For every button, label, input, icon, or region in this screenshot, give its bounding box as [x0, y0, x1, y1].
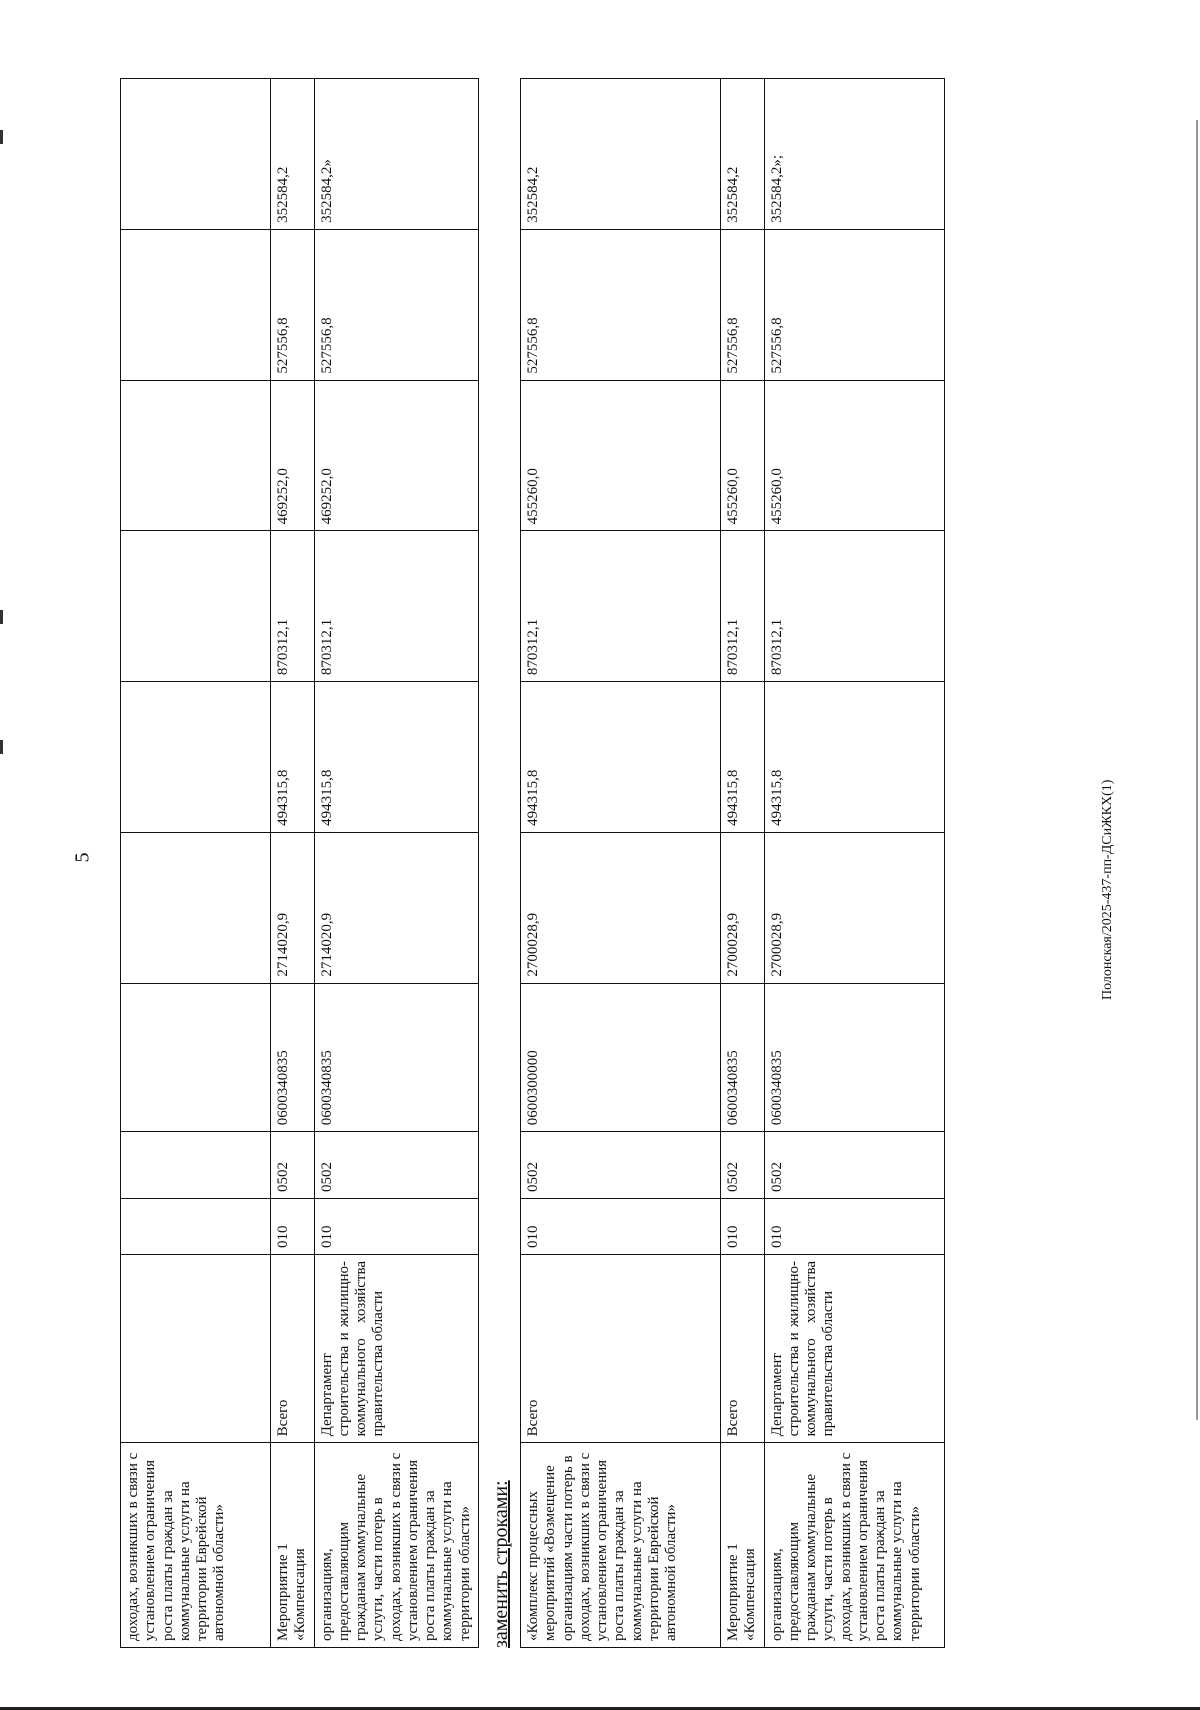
table-row [314, 79, 478, 1648]
scan-edge-line [1196, 120, 1198, 1420]
value-year-1 [121, 682, 271, 833]
value-year-5: 352584,2»; [764, 79, 944, 230]
code-target: 0600300000 [521, 983, 721, 1132]
replace-label: заменить строками: [490, 1480, 512, 1648]
value-year-3 [121, 380, 271, 531]
rotated-sheet [120, 78, 1000, 1648]
value-year-2: 870312,1 [764, 531, 944, 682]
value-year-2: 870312,1 [521, 531, 721, 682]
code-target: 0600340835 [764, 983, 944, 1132]
code-admin: 010 [521, 1198, 721, 1254]
value-year-5: 352584,2» [314, 79, 478, 230]
value-year-1: 494315,8 [521, 682, 721, 833]
value-total: 2700028,9 [521, 832, 721, 983]
code-admin: 010 [271, 1198, 315, 1254]
row-responsible: Департамент строительства и жилищно-коммунального хозяйства правительства области [764, 1254, 944, 1442]
value-year-3: 469252,0 [314, 380, 478, 531]
value-total [121, 832, 271, 983]
value-year-2: 870312,1 [271, 531, 315, 682]
code-section: 0502 [314, 1132, 478, 1199]
value-year-4: 527556,8 [764, 229, 944, 380]
table-row [764, 79, 944, 1648]
code-admin: 010 [764, 1198, 944, 1254]
value-year-3: 469252,0 [271, 380, 315, 531]
value-year-2: 870312,1 [314, 531, 478, 682]
value-year-4: 527556,8 [721, 229, 765, 380]
row-name: организациям, предоставляющим гражданам коммунальные услуги, части потерь в доходах, возникших в связи с установлением ограничения роста платы граждан за коммунальные услуги на территории области» [764, 1443, 944, 1648]
document-code: Полонская/2025-437-пп-ДСиЖКХ(1) [1100, 779, 1115, 1000]
table-top [120, 78, 479, 1648]
row-responsible: Всего [721, 1254, 765, 1442]
code-section: 0502 [764, 1132, 944, 1199]
scan-mark [0, 130, 3, 144]
row-responsible [121, 1254, 271, 1442]
value-year-2: 870312,1 [721, 531, 765, 682]
code-target [121, 983, 271, 1132]
value-total: 2700028,9 [721, 832, 765, 983]
code-section: 0502 [721, 1132, 765, 1199]
value-year-5 [121, 79, 271, 230]
table-bottom [520, 78, 945, 1648]
value-year-5: 352584,2 [721, 79, 765, 230]
value-year-3: 455260,0 [764, 380, 944, 531]
row-name: «Комплекс процессных мероприятий «Возмещение организациям части потерь в доходах, возникших в связи с установлением ограничения роста платы граждан за коммунальные услуги на территории Еврейской автономной области» [521, 1443, 721, 1648]
value-year-1: 494315,8 [271, 682, 315, 833]
value-year-4 [121, 229, 271, 380]
row-name: доходах, возникших в связи с установлением ограничения роста платы граждан за коммунальные услуги на территории Еврейской автономной области» [121, 1443, 271, 1648]
row-name: Мероприятие 1 «Компенсация [271, 1443, 315, 1648]
value-total: 2714020,9 [314, 832, 478, 983]
value-year-5: 352584,2 [521, 79, 721, 230]
table-row [521, 79, 721, 1648]
table-row [271, 79, 315, 1648]
value-total: 2700028,9 [764, 832, 944, 983]
page-number: 5 [71, 852, 94, 863]
code-section: 0502 [271, 1132, 315, 1199]
row-responsible: Всего [271, 1254, 315, 1442]
value-year-2 [121, 531, 271, 682]
code-admin [121, 1198, 271, 1254]
row-responsible: Всего [521, 1254, 721, 1442]
code-target: 0600340835 [721, 983, 765, 1132]
value-total: 2714020,9 [271, 832, 315, 983]
code-admin: 010 [314, 1198, 478, 1254]
row-name: Мероприятие 1 «Компенсация [721, 1443, 765, 1648]
value-year-4: 527556,8 [314, 229, 478, 380]
value-year-5: 352584,2 [271, 79, 315, 230]
code-target: 0600340835 [314, 983, 478, 1132]
code-admin: 010 [721, 1198, 765, 1254]
value-year-4: 527556,8 [271, 229, 315, 380]
code-section [121, 1132, 271, 1199]
scan-mark [0, 610, 3, 624]
code-section: 0502 [521, 1132, 721, 1199]
value-year-3: 455260,0 [721, 380, 765, 531]
scan-mark [0, 740, 3, 754]
row-name: организациям, предоставляющим гражданам коммунальные услуги, части потерь в доходах, возникших в связи с установлением ограничения роста платы граждан за коммунальные услуги на территории области» [314, 1443, 478, 1648]
value-year-1: 494315,8 [721, 682, 765, 833]
table-row [721, 79, 765, 1648]
table-row [121, 79, 271, 1648]
value-year-3: 455260,0 [521, 380, 721, 531]
row-responsible: Департамент строительства и жилищно-коммунального хозяйства правительства области [314, 1254, 478, 1442]
code-target: 0600340835 [271, 983, 315, 1132]
value-year-1: 494315,8 [764, 682, 944, 833]
value-year-1: 494315,8 [314, 682, 478, 833]
value-year-4: 527556,8 [521, 229, 721, 380]
